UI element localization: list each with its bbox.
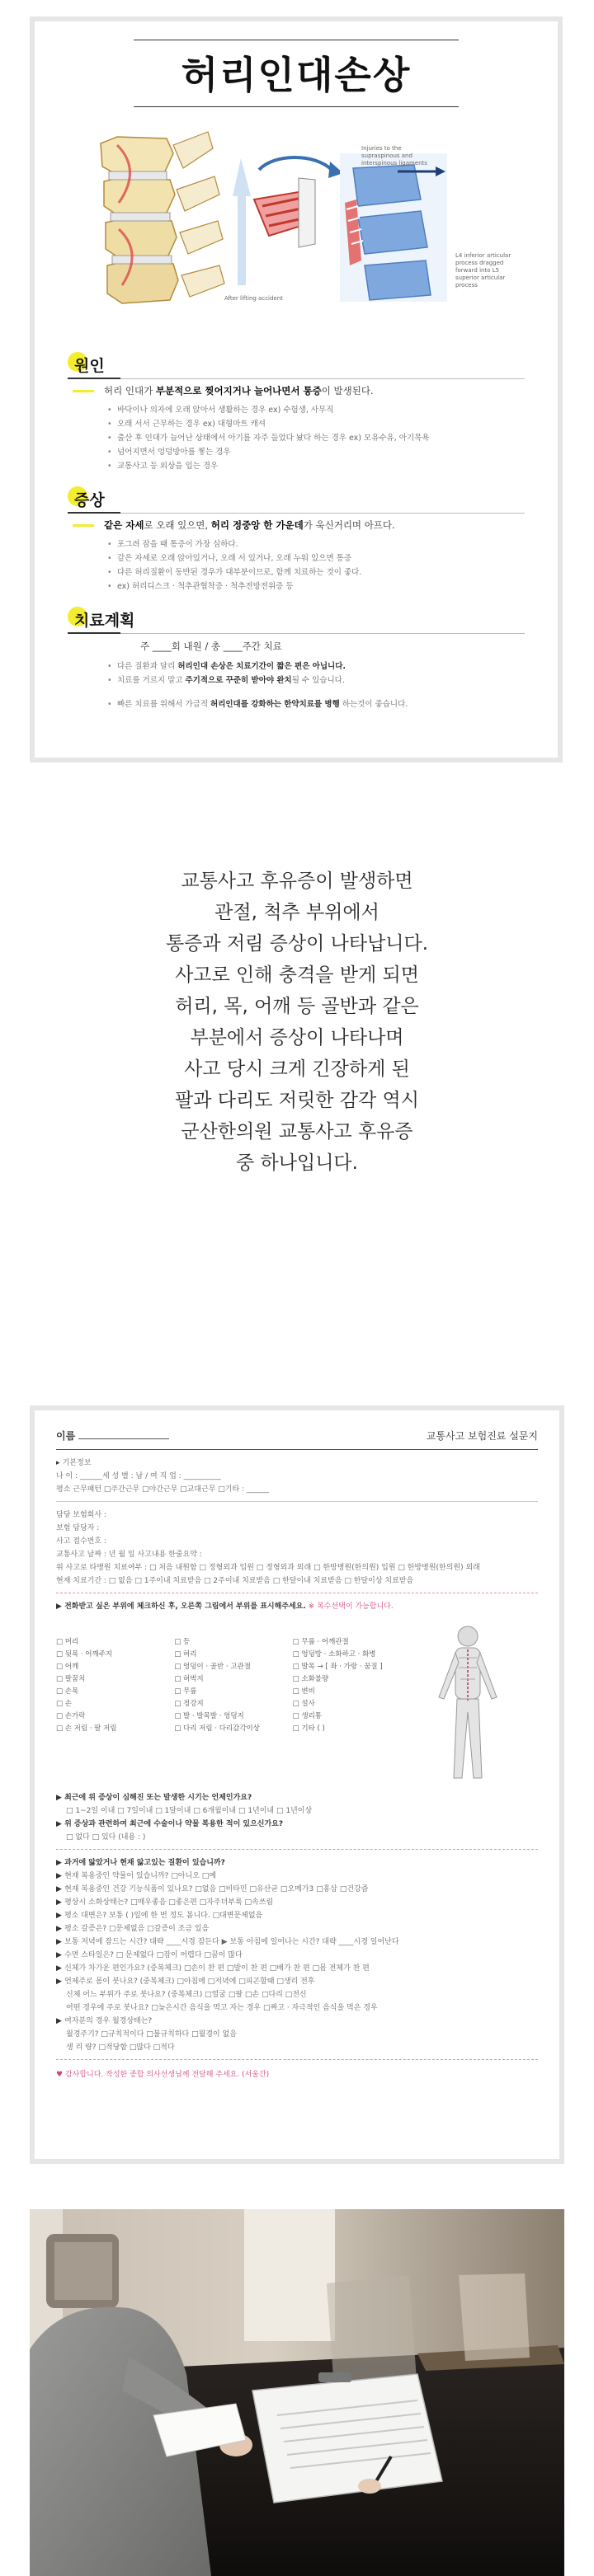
pain-option[interactable]: □ 손 저림 · 팔 저림 xyxy=(56,1724,117,1733)
history-question[interactable]: ▶ 현재 복용중인 약물이 있습니까? □아니오 □예 xyxy=(56,1872,216,1880)
form-header xyxy=(56,1429,538,1443)
question-text: 신체가 차가운 편인가요? (중복체크) □손이 찬 편 □발이 찬 편 □배가 찬 편 □몸 전체가 찬 편 xyxy=(64,1964,370,1973)
plan-b1-pre: 다른 질환과 달리 xyxy=(117,662,178,671)
symptom-lead xyxy=(68,518,525,533)
plan-b2-post: 될 수 있습니다. xyxy=(291,676,345,685)
spine-illustration-svg xyxy=(68,120,525,339)
symptom-lead-post: 가 욱신거리며 아프다. xyxy=(303,519,395,531)
infographic-card xyxy=(30,16,563,762)
pain-option[interactable]: □ 등 xyxy=(174,1638,191,1646)
history-question[interactable]: ▶ 신체가 차가운 편인가요? (중복체크) □손이 찬 편 □발이 찬 편 □배가 찬 편 □몸 전체가 찬 편 xyxy=(56,1964,370,1973)
history-question[interactable]: ▶ 보통 저녁에 잠드는 시간? 대략 ____시경 잠든다 ▶ 보통 아침에 일어나는 시간? 대략 ____시경 일어난다 xyxy=(56,1938,399,1946)
cause-heading: 원인 xyxy=(74,357,105,375)
form-header-rule xyxy=(56,1449,538,1450)
pain-note: ※ 복수선택이 가능합니다. xyxy=(308,1602,394,1611)
section-rule xyxy=(68,513,525,514)
basic-info-heading: 기본정보 xyxy=(62,1459,92,1467)
treatment-question: 위 증상과 관련하여 최근에 수술이나 약물 복용한 적이 있으신가요? xyxy=(64,1820,284,1828)
pain-option[interactable]: □ 생리통 xyxy=(292,1712,323,1720)
history-question[interactable] xyxy=(56,2001,538,2015)
basic-info-block: ▸ 기본정보 나 이 : ______세 성 별 : 남 / 여 직 업 : __________ 평소 근무패턴 □주간근무 □야간근무 □교대근무 □기타 : ______ xyxy=(56,1457,538,1496)
list-item: • 출산 후 인대가 늘어난 상태에서 아기를 자주 들었다 놨다 하는 경우 ex) 모유수유, 아기목욕 xyxy=(107,431,525,445)
pain-option[interactable]: □ 팔꿈치 xyxy=(56,1675,86,1683)
questionnaire-card xyxy=(30,1405,564,2164)
pain-option[interactable]: □ 어깨 xyxy=(56,1663,79,1671)
lead-dash xyxy=(73,390,94,392)
question-text: 수면 스타일은? □ 문제없다 □잠이 어렵다 □꿈이 많다 xyxy=(64,1951,243,1959)
history-question[interactable] xyxy=(56,2028,538,2041)
question-text: 현재 복용중인 약물이 있습니까? □아니오 □예 xyxy=(64,1872,216,1880)
form-row[interactable]: 사고 접수번호 : xyxy=(56,1537,106,1546)
plan-b3-post: 하는것이 좋습니다. xyxy=(339,700,408,709)
form-row[interactable]: 나 이 : ______세 성 별 : 남 / 여 직 업 : __________ xyxy=(56,1472,221,1480)
symptom-section xyxy=(68,485,525,594)
list-item: • 포그려 잠을 때 통증이 가장 심하다. xyxy=(107,537,525,551)
pain-option[interactable]: □ 변비 xyxy=(292,1687,315,1696)
form-row[interactable]: 현재 치료기간 : □ 없음 □ 1주이내 치료받음 □ 2주이내 치료받음 □ 한달이내 치료받음 □ 한달이상 치료받음 xyxy=(56,1577,414,1585)
symptom-list xyxy=(68,537,525,594)
pain-option[interactable]: □ 무릎 · 어깨관절 xyxy=(292,1638,349,1646)
question-text: 여자분의 경우 월경상태는? xyxy=(64,2017,153,2025)
name-field[interactable] xyxy=(56,1429,169,1443)
history-question[interactable]: ▶ 현재 복용중인 건강 기능식품이 있나요? □없음 □비타민 □유산균 □오메가3 □홍삼 □건강즙 xyxy=(56,1885,369,1893)
pain-option[interactable]: □ 정강지 xyxy=(174,1700,204,1708)
pain-checklist xyxy=(56,1636,411,1735)
story-line: 사고로 인해 충격을 받게 되면 xyxy=(175,964,419,986)
symptom-lead-mid: 로 오래 있으면, xyxy=(144,519,211,531)
plan-b2-bold: 주기적으로 꾸준히 받아야 완치 xyxy=(185,676,292,685)
story-line: 통증과 저림 증상이 나타납니다. xyxy=(165,933,429,955)
story-line: 관절, 척추 부위에서 xyxy=(214,902,380,923)
story-line: 교통사고 후유증이 발생하면 xyxy=(181,870,413,892)
cause-list xyxy=(68,403,525,473)
form-title: 교통사고 보험진료 설문지 xyxy=(426,1430,538,1442)
pain-question: 전화받고 싶은 부위에 체크하신 후, 오른쪽 그림에서 부위를 표시해주세요. xyxy=(64,1602,306,1611)
question-text: 평소 대변은? 보통 ( )일에 한 번 정도 봄니다. □대변문제없음 xyxy=(64,1912,263,1920)
question-text: 평상시 소화상태는? □매우좋음 □좋은편 □자주더부룩 □속쓰림 xyxy=(64,1898,274,1907)
plan-b3-bold: 허리인대를 강화하는 한약치료를 병행 xyxy=(210,700,340,709)
vertebrae-left-drawing xyxy=(101,132,224,303)
block-divider xyxy=(56,2059,538,2060)
patient-photo xyxy=(30,2209,564,2576)
section-rule xyxy=(68,378,525,379)
list-item: • 교통사고 등 외상을 입는 경우 xyxy=(107,459,525,473)
patient-photo-svg xyxy=(30,2209,564,2576)
section-rule-accent xyxy=(68,378,120,379)
block-divider xyxy=(56,1501,538,1502)
question-text: 과거에 앓았거나 현재 앓고있는 질환이 있습니까? xyxy=(64,1859,225,1867)
question-text: 언제주로 몸이 붓나요? (중복체크) □아침에 □저녁에 □피곤할때 □생리 전후 xyxy=(64,1978,315,1986)
pain-option[interactable]: □ 발목 → [ 좌 · 가랑 · 꿈질 ] xyxy=(292,1663,383,1671)
infographic-title: 허리인대손상 xyxy=(181,53,412,97)
plan-b2-pre: 치료를 거르지 말고 xyxy=(117,676,186,685)
pain-option[interactable]: □ 다리 저림 · 다리감각이상 xyxy=(174,1724,260,1733)
section-rule-accent xyxy=(68,632,120,634)
plan-schedule xyxy=(68,640,525,653)
pain-option[interactable]: □ 설사 xyxy=(292,1700,315,1708)
treatment-options[interactable]: □ 없다 □ 있다 (내용 : ) xyxy=(66,1833,146,1842)
symptom-lead-bold1: 같은 자세 xyxy=(104,519,144,531)
cause-lead xyxy=(68,383,525,398)
caption-top: Injuries to the supraspinous and interspinous ligaments xyxy=(361,145,427,167)
list-item: • 같은 자세로 오래 앉아있거나, 오래 서 있거나, 오래 누워 있으면 통증 xyxy=(107,551,525,565)
pain-option[interactable]: □ 무릎 xyxy=(174,1687,197,1696)
question-text: 보통 저녁에 잠드는 시간? 대략 ____시경 잠든다 ▶ 보통 아침에 일어나는 시간? 대략 ____시경 일어난다 xyxy=(64,1938,399,1946)
history-question[interactable]: ▶ 평소 갈증은? □문제없음 □갈증이 조금 있음 xyxy=(56,1925,210,1933)
plan-heading: 치료계획 xyxy=(74,612,135,630)
pain-since-options[interactable]: □ 1~2일 이내 □ 7일이내 □ 1달이내 □ 6개월이내 □ 1년이내 □ 1년이상 xyxy=(66,1807,313,1815)
pain-option[interactable]: □ 손 xyxy=(56,1700,72,1708)
history-block xyxy=(56,1856,538,2054)
pain-option[interactable]: □ 기타 ( ) xyxy=(292,1724,325,1733)
xray-right-drawing xyxy=(340,153,447,302)
question-text: 생 리 량? □적당함 □많다 □적다 xyxy=(66,2043,175,2052)
caption-right: L4 inferior articular process dragged forward into L5 superior articular process xyxy=(455,252,512,289)
pain-since-question: 최근에 위 증상이 심해진 또는 발생한 시기는 언제인가요? xyxy=(64,1794,252,1802)
caption-left: After lifting accident xyxy=(224,295,283,302)
cause-lead-bold: 부분적으로 찢어지거나 늘어나면서 통증 xyxy=(155,385,322,396)
form-footer-note: ♥ 감사합니다. 작성한 종합 의사선생님께 전달해 주세요. (서울간) xyxy=(56,2071,270,2079)
symptom-heading: 증상 xyxy=(74,491,105,509)
question-text: 신체 어느 부위가 주로 붓나요? (중복체크) □얼굴 □팔 □손 □다리 □전신 xyxy=(66,1991,307,1999)
story-line: 중 하나입니다. xyxy=(236,1152,358,1174)
history-question[interactable]: ▶ 언제주로 몸이 붓나요? (중복체크) □아침에 □저녁에 □피곤할때 □생리 전후 xyxy=(56,1978,315,1986)
form-row[interactable]: 담당 보험회사 : xyxy=(56,1511,106,1519)
list-item: • 바닥이나 의자에 오래 앉아서 생활하는 경우 ex) 수험생, 사무직 xyxy=(107,403,525,417)
body-figure-icon[interactable] xyxy=(422,1621,513,1786)
history-question[interactable] xyxy=(56,2041,538,2054)
ligament-tear-diagram xyxy=(233,157,343,285)
pain-option[interactable]: □ 허벅지 xyxy=(174,1675,204,1683)
pain-option[interactable]: □ 손목 xyxy=(56,1687,79,1696)
section-rule xyxy=(68,633,525,634)
story-line: 부분에서 증상이 나타나며 xyxy=(190,1027,404,1049)
history-question[interactable] xyxy=(56,1988,538,2001)
plan-section xyxy=(68,605,525,711)
pain-option[interactable]: □ 엉덩방 · 소화하고 · 화병 xyxy=(292,1650,376,1659)
plan-b3-pre: 빠른 치료를 위해서 가급적 xyxy=(117,700,211,709)
name-label: 이름 xyxy=(56,1430,76,1442)
story-line: 군산한의원 교통사고 후유증 xyxy=(181,1121,413,1143)
pain-option[interactable]: □ 손가락 xyxy=(56,1712,86,1720)
cause-lead-post: 이 발생된다. xyxy=(321,385,374,396)
cause-lead-pre: 허리 인대가 xyxy=(104,385,156,396)
history-question[interactable]: ▶ 평상시 소화상태는? □매우좋음 □좋은편 □자주더부룩 □속쓰림 xyxy=(56,1898,274,1907)
story-line: 허리, 목, 어깨 등 골반과 같은 xyxy=(175,996,419,1017)
list-item: • 넘어지면서 엉덩방아를 찧는 경우 xyxy=(107,445,525,459)
list-item xyxy=(107,673,525,687)
pain-option[interactable]: □ 엉덩이 · 골반 · 고관절 xyxy=(174,1663,251,1671)
spine-illustration xyxy=(68,120,525,339)
plan-schedule-text: 주 ____회 내원 / 총 ____주간 치료 xyxy=(140,640,282,652)
list-item: • 다른 허리질환이 동반된 경우가 대부분이므로, 함께 치료하는 것이 좋다. xyxy=(107,565,525,579)
pain-option[interactable]: □ 허리 xyxy=(174,1650,197,1659)
story-line: 팔과 다리도 저릿한 감각 역시 xyxy=(175,1090,419,1111)
form-row[interactable]: 평소 근무패턴 □주간근무 □야간근무 □교대근무 □기타 : ______ xyxy=(56,1485,269,1494)
pain-option[interactable]: □ 소화불량 xyxy=(292,1675,329,1683)
title-bottom-rule xyxy=(134,106,459,107)
history-question[interactable]: ▶ 과거에 앓았거나 현재 앓고있는 질환이 있습니까? xyxy=(56,1859,225,1867)
name-blank xyxy=(78,1438,169,1439)
question-text: 어떤 경우에 주로 붓나요? □늦은시간 음식을 먹고 자는 경우 □짜고 · 자극적인 음식을 먹은 경우 xyxy=(66,2004,378,2012)
pain-option[interactable]: □ 머리 xyxy=(56,1638,79,1646)
history-question[interactable]: ▶ 평소 대변은? 보통 ( )일에 한 번 정도 봄니다. □대변문제없음 xyxy=(56,1912,263,1920)
pain-block: ▶ 전화받고 싶은 부위에 체크하신 후, 오른쪽 그림에서 부위를 표시해주세요. ※ 복수선택이 가능합니다. □ 머리 □ 등 □ 무릎 · 어깨관절 □ 뒷목 · 어깨주지 □ 허리 □ 엉덩방 · 소화하고 · 화병 □ 어깨 □ 엉덩이 · 골반 · 고관절 □ 발목 → [ 좌 · 가랑 · 꿈질 ] □ 팔꿈치 □ 허벅지 □ 소화불량 □ 손목 □ 무릎 □ 변비 □ 손 □ 정강지 □ 설사 □ 손가락 □ 발 · 발목발 · 엉덩지 □ 생리통 □ 손 저림 · 팔 저림 □ 다리 저림 · 다리감각이상 □ 기타 ( ) ▶ 최근에 위 증상이 심해진 또는 발생한 시기는 언제인가요? □ 1~2일 이내 □ 7일이내 □ 1달이내 □ 6개월이내 □ 1년이내 □ 1년이상 ▶ 위 증상과 관련하여 최근에 수술이나 약물 복용한 적이 있으신가요? □ 없다 □ 있다 (내용 : ) xyxy=(56,1600,538,1844)
story-line: 사고 당시 크게 긴장하게 된 xyxy=(184,1058,410,1080)
list-item xyxy=(107,659,525,673)
plan-b1-bold: 허리인대 손상은 치료기간이 짧은 편은 아닙니다. xyxy=(177,662,346,671)
question-text: 평소 갈증은? □문제없음 □갈증이 조금 있음 xyxy=(64,1925,210,1933)
pain-option[interactable]: □ 뒷목 · 어깨주지 xyxy=(56,1650,113,1659)
pain-option[interactable]: □ 발 · 발목발 · 엉덩지 xyxy=(174,1712,244,1720)
form-row[interactable]: 교통사고 날짜 : 년 월 일 사고내용 한줄요약 : xyxy=(56,1551,202,1559)
form-row[interactable]: 보험 담당자 : xyxy=(56,1524,100,1532)
story-paragraph xyxy=(0,866,594,1179)
section-rule-accent xyxy=(68,512,120,514)
block-divider xyxy=(56,1849,538,1850)
question-text: 월경주기? □규칙적이다 □불규칙하다 □월경이 없음 xyxy=(66,2030,237,2039)
insurance-block xyxy=(56,1509,538,1588)
cause-section xyxy=(68,350,525,473)
symptom-lead-bold2: 허리 정중앙 한 가운데 xyxy=(210,519,304,531)
history-question[interactable]: ▶ 여자분의 경우 월경상태는? xyxy=(56,2017,153,2025)
lead-dash xyxy=(73,524,94,527)
list-item: • ex) 허리디스크 · 척추관협착증 · 척추전방전위증 등 xyxy=(107,579,525,594)
question-text: 현재 복용중인 건강 기능식품이 있나요? □없음 □비타민 □유산균 □오메가3 □홍삼 □건강즙 xyxy=(64,1885,369,1893)
history-question[interactable]: ▶ 수면 스타일은? □ 문제없다 □잠이 어렵다 □꿈이 많다 xyxy=(56,1951,243,1959)
list-item xyxy=(107,697,525,711)
form-row[interactable]: 위 사고로 타병원 치료여부 : □ 처음 내원함 □ 정형외과 입원 □ 정형외과 외래 □ 한방병원(한의원) 입원 □ 한방병원(한의원) 외래 xyxy=(56,1564,480,1572)
list-item: • 오래 서서 근무하는 경우 ex) 대형마트 캐셔 xyxy=(107,417,525,431)
plan-list xyxy=(68,659,525,711)
pain-area xyxy=(56,1618,538,1790)
